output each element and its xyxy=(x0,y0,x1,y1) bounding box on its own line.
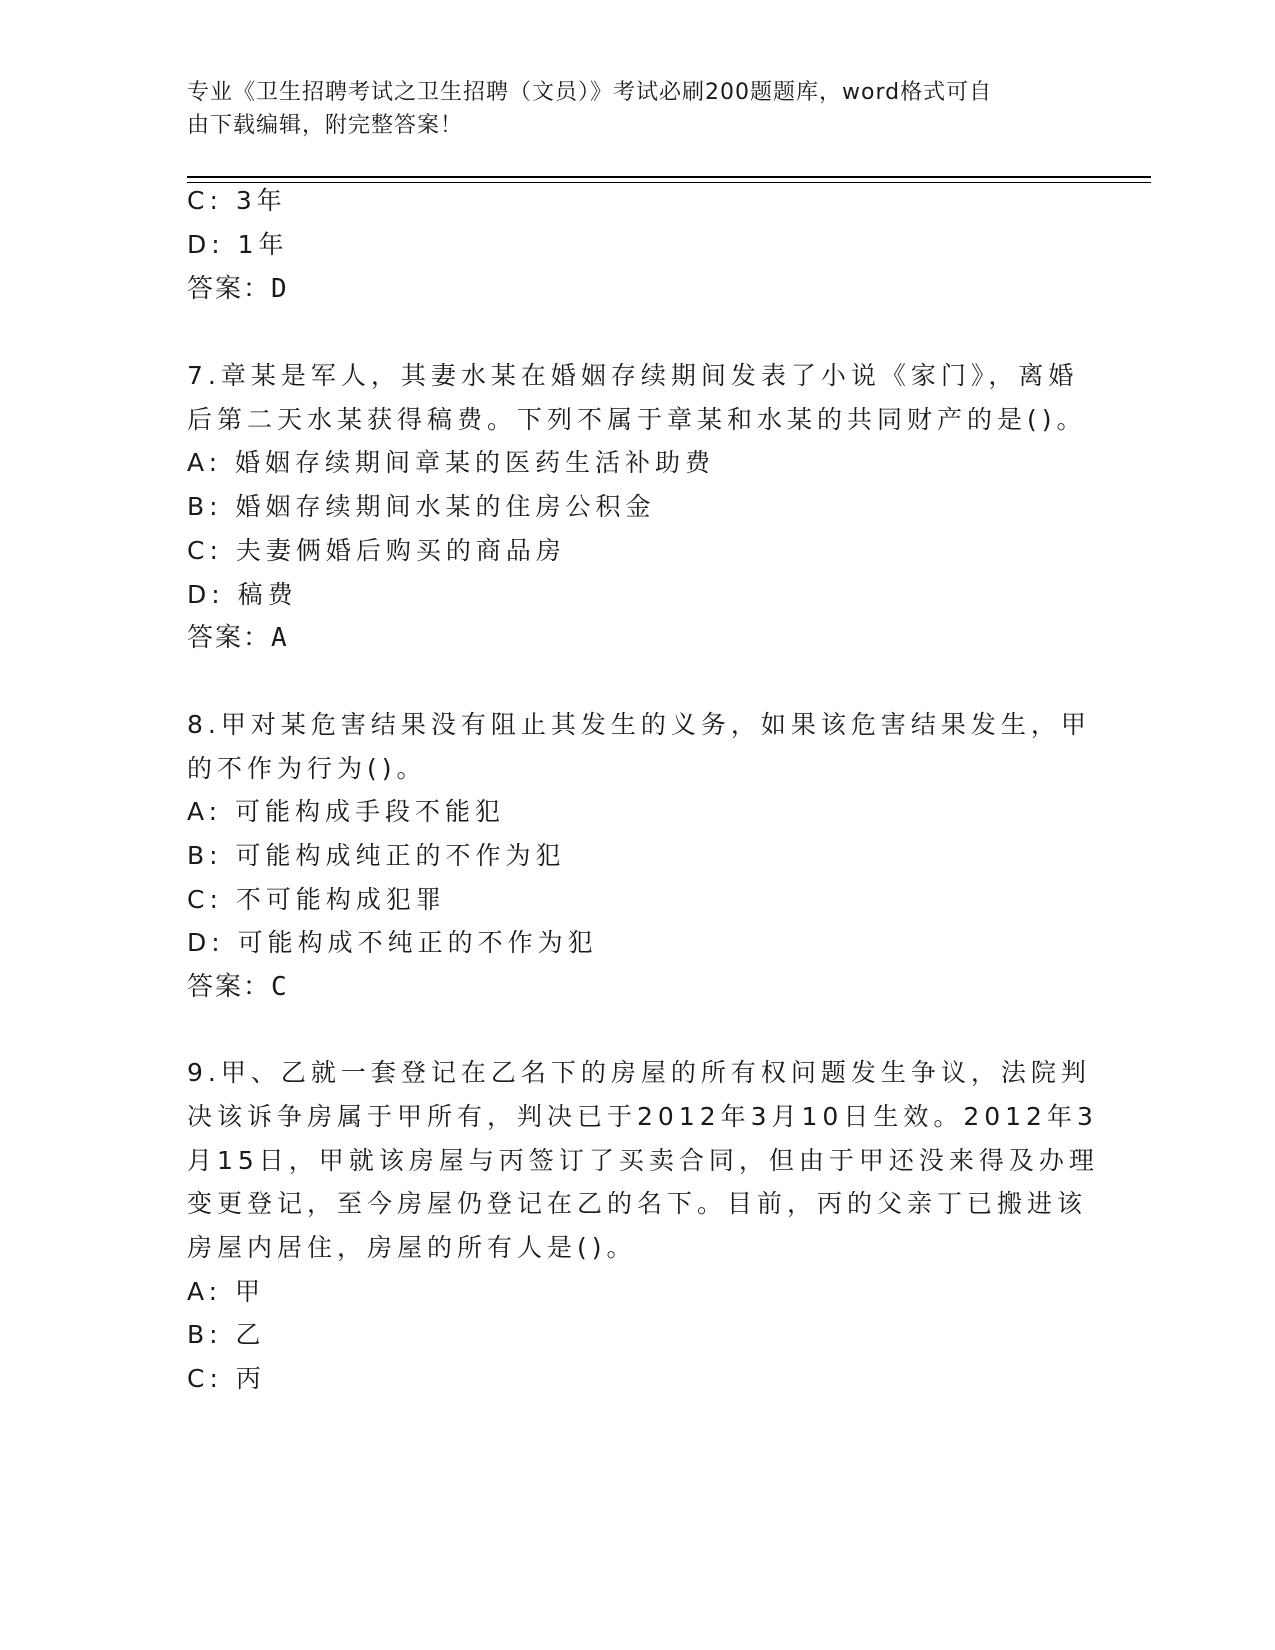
q9-option-c: C: 丙 xyxy=(187,1364,266,1393)
q8-option-a: A: 可能构成手段不能犯 xyxy=(187,797,506,826)
answer-label: 答案： xyxy=(187,972,272,1002)
q8-answer xyxy=(187,972,289,1002)
q8-stem-line-2: 的不作为行为()。 xyxy=(187,754,427,783)
q7-option-b: B: 婚姻存续期间水某的住房公积金 xyxy=(187,492,656,521)
header-line-2: 由下载编辑，附完整答案！ xyxy=(187,113,464,138)
q9-stem-line-2: 决该诉争房属于甲所有，判决已于2012年3月10日生效。2012年3 xyxy=(187,1102,1098,1131)
q9-stem-line-5: 房屋内居住，房屋的所有人是()。 xyxy=(187,1233,637,1262)
q6-option-d: D: 1年 xyxy=(187,230,289,259)
q7-option-c: C: 夫妻俩婚后购买的商品房 xyxy=(187,536,566,565)
header-divider-thick xyxy=(187,176,1151,178)
header-divider-thin xyxy=(187,182,1151,183)
answer-label: 答案： xyxy=(187,274,272,304)
q8-option-b: B: 可能构成纯正的不作为犯 xyxy=(187,841,566,870)
q9-stem-line-1: 9.甲、乙就一套登记在乙名下的房屋的所有权问题发生争议，法院判 xyxy=(187,1058,1091,1087)
q7-stem-line-1: 7.章某是军人，其妻水某在婚姻存续期间发表了小说《家门》，离婚 xyxy=(187,361,1079,390)
q7-option-d: D: 稿费 xyxy=(187,580,298,609)
q7-stem-line-2: 后第二天水某获得稿费。下列不属于章某和水某的共同财产的是()。 xyxy=(187,405,1087,434)
document-header xyxy=(187,76,1067,142)
answer-label: 答案： xyxy=(187,623,272,653)
q7-option-a: A: 婚姻存续期间章某的医药生活补助费 xyxy=(187,448,716,477)
q9-option-b: B: 乙 xyxy=(187,1320,266,1349)
q8-option-d: D: 可能构成不纯正的不作为犯 xyxy=(187,928,598,957)
q9-stem-line-3: 月15日，甲就该房屋与丙签订了买卖合同，但由于甲还没来得及办理 xyxy=(187,1146,1099,1175)
header-line-1: 专业《卫生招聘考试之卫生招聘（文员）》考试必刷200题题库，word格式可自 xyxy=(187,80,993,105)
q9-option-a: A: 甲 xyxy=(187,1277,266,1306)
q8-stem-line-1: 8.甲对某危害结果没有阻止其发生的义务，如果该危害结果发生，甲 xyxy=(187,710,1091,739)
q7-answer xyxy=(187,623,289,653)
q6-option-c: C: 3年 xyxy=(187,186,287,215)
q6-answer xyxy=(187,274,289,304)
answer-value: D xyxy=(271,274,289,304)
q8-option-c: C: 不可能构成犯罪 xyxy=(187,885,446,914)
answer-value: C xyxy=(271,972,289,1002)
q9-stem-line-4: 变更登记，至今房屋仍登记在乙的名下。目前，丙的父亲丁已搬进该 xyxy=(187,1189,1088,1218)
answer-value: A xyxy=(271,623,289,653)
